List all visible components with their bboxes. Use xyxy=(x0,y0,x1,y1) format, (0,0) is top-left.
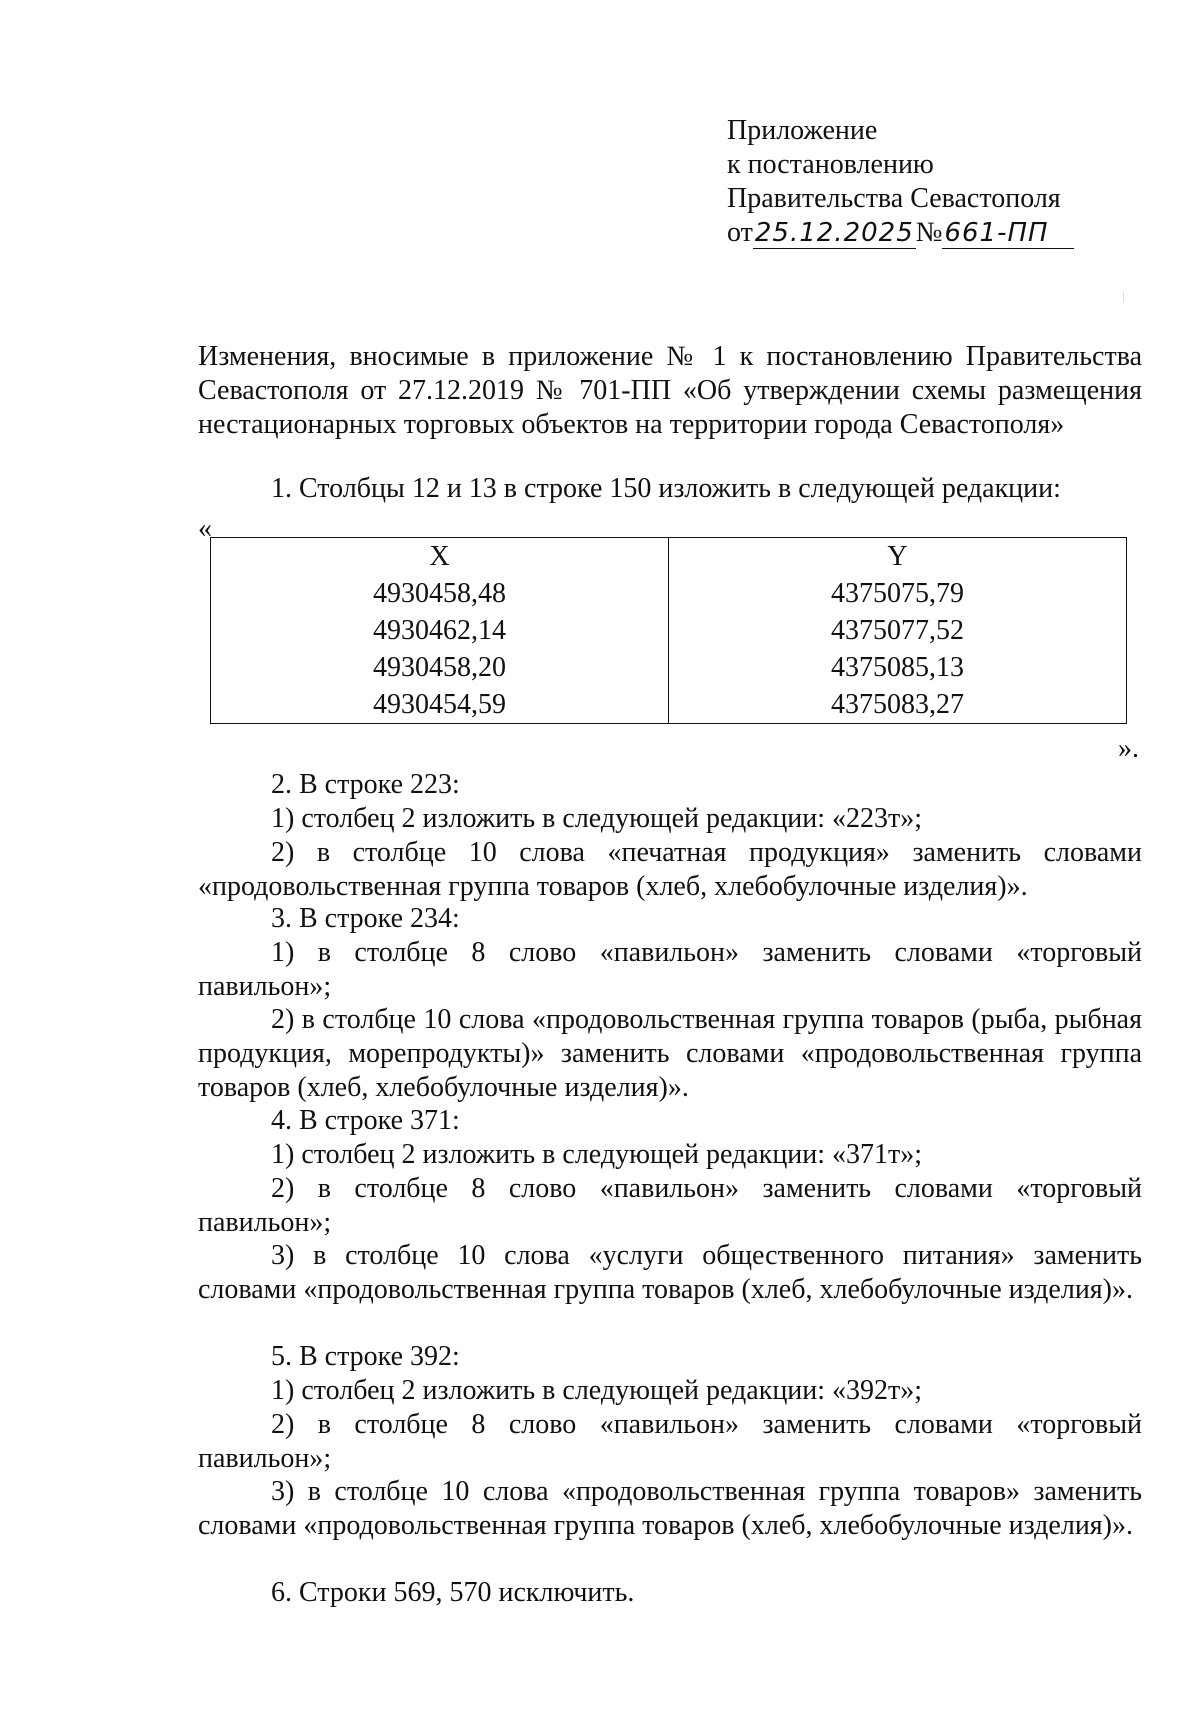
table-row xyxy=(211,649,1127,686)
item-4-sub-1: 1) столбец 2 изложить в следующей редакции: «371т»; xyxy=(271,1139,923,1170)
header-line-resolution: к постановлению xyxy=(727,149,934,180)
item-4-sub-3: 3) в столбце 10 слова «услуги общественного питания» заменить словами «продовольственная группа товаров (хлеб, хлебобулочные изделия)». xyxy=(198,1240,1142,1305)
table-cell-x: 4930458,48 xyxy=(211,575,669,612)
number-sign: № xyxy=(915,217,943,248)
table-row xyxy=(211,612,1127,649)
table-header-y: Y xyxy=(669,538,1127,576)
document-title: Изменения, вносимые в приложение № 1 к постановлению Правительства Севастополя от 27.12.2019 № 701-ПП «Об утверждении схемы размещения нестационарных торговых объектов на территории города Севастополя» xyxy=(198,341,1142,440)
appendix-header xyxy=(727,114,1087,250)
item-5-sub-3: 3) в столбце 10 слова «продовольственная группа товаров» заменить словами «продовольственная группа товаров (хлеб, хлебобулочные изделия)». xyxy=(198,1476,1142,1541)
item-3-sub-2: 2) в столбце 10 слова «продовольственная группа товаров (рыба, рыбная продукция, морепродукты)» заменить словами «продовольственная группа товаров (хлеб, хлебобулочные изделия)». xyxy=(198,1004,1142,1103)
item-2-sub-2: 2) в столбце 10 слова «печатная продукция» заменить словами «продовольственная группа товаров (хлеб, хлебобулочные изделия)». xyxy=(198,837,1142,902)
scan-artifact xyxy=(1123,292,1124,302)
item-3-heading: 3. В строке 234: xyxy=(271,903,460,934)
table-header-x: X xyxy=(211,538,669,576)
quote-close: ». xyxy=(1118,733,1139,764)
handwritten-date: 25.12.2025 xyxy=(754,218,914,248)
item-2-sub-1: 1) столбец 2 изложить в следующей редакции: «223т»; xyxy=(271,803,923,834)
header-line-date-number xyxy=(727,216,1087,250)
table-row xyxy=(211,686,1127,724)
table-cell-x: 4930454,59 xyxy=(211,686,669,724)
coordinates-table xyxy=(210,537,1127,724)
table-cell-y: 4375077,52 xyxy=(669,612,1127,649)
header-from: от xyxy=(727,217,753,248)
header-line-appendix: Приложение xyxy=(727,115,878,146)
table-cell-y: 4375083,27 xyxy=(669,686,1127,724)
table-cell-x: 4930462,14 xyxy=(211,612,669,649)
item-4-sub-2: 2) в столбце 8 слово «павильон» заменить словами «торговый павильон»; xyxy=(198,1173,1142,1238)
table-cell-x: 4930458,20 xyxy=(211,649,669,686)
handwritten-number: 661-ПП xyxy=(942,218,1074,249)
quote-open: « xyxy=(198,513,212,544)
item-3-sub-1: 1) в столбце 8 слово «павильон» заменить словами «торговый павильон»; xyxy=(198,937,1142,1002)
item-1: 1. Столбцы 12 и 13 в строке 150 изложить в следующей редакции: xyxy=(271,473,1061,504)
item-5-sub-2: 2) в столбце 8 слово «павильон» заменить словами «торговый павильон»; xyxy=(198,1409,1142,1474)
table-cell-y: 4375085,13 xyxy=(669,649,1127,686)
table-header-row xyxy=(211,538,1127,576)
header-line-government: Правительства Севастополя xyxy=(727,183,1061,214)
item-4-heading: 4. В строке 371: xyxy=(271,1105,460,1136)
item-5-sub-1: 1) столбец 2 изложить в следующей редакции: «392т»; xyxy=(271,1375,923,1406)
table-row xyxy=(211,575,1127,612)
item-5-heading: 5. В строке 392: xyxy=(271,1341,460,1372)
item-2-heading: 2. В строке 223: xyxy=(271,769,460,800)
item-6: 6. Строки 569, 570 исключить. xyxy=(271,1577,635,1608)
table-cell-y: 4375075,79 xyxy=(669,575,1127,612)
